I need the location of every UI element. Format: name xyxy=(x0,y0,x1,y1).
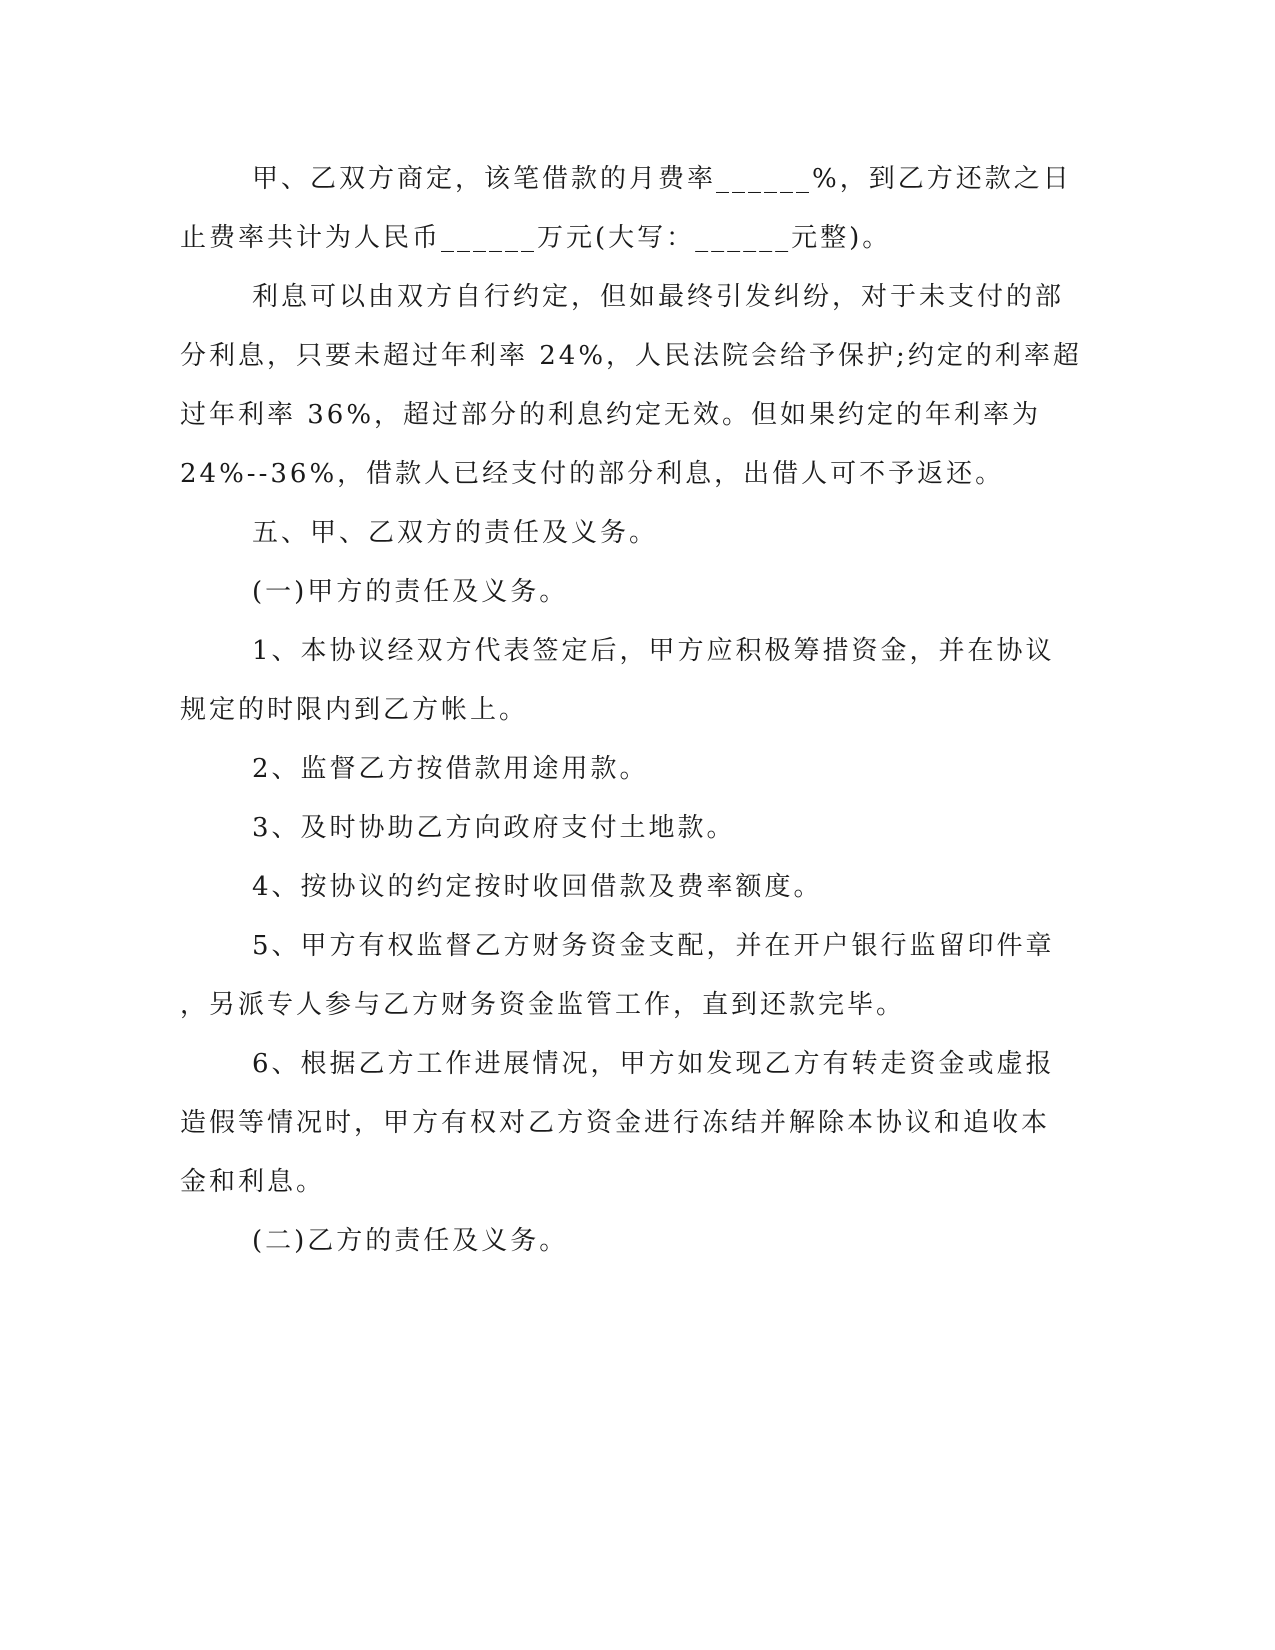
text-line: 利息可以由双方自行约定，但如最终引发纠纷，对于未支付的部 xyxy=(252,282,1065,312)
section-heading-responsibilities xyxy=(180,504,1030,563)
subsection-heading-party-b xyxy=(180,1212,1030,1271)
text-line: 过年利率 36%，超过部分的利息约定无效。但如果约定的年利率为 xyxy=(180,400,1042,430)
list-item-5 xyxy=(180,917,1055,1035)
text-line: 2、监督乙方按借款用途用款。 xyxy=(252,754,649,784)
list-item-3 xyxy=(180,799,1030,858)
text-line: 五、甲、乙双方的责任及义务。 xyxy=(252,518,659,548)
text-line: 6、根据乙方工作进展情况，甲方如发现乙方有转走资金或虚报 xyxy=(252,1049,1055,1079)
list-item-1 xyxy=(180,622,1055,740)
text-line: 4、按协议的约定按时收回借款及费率额度。 xyxy=(252,872,823,902)
document-page xyxy=(180,150,1082,1271)
text-line: ，另派专人参与乙方财务资金监管工作，直到还款完毕。 xyxy=(180,990,906,1020)
paragraph-interest xyxy=(180,268,1082,504)
text-line: 规定的时限内到乙方帐上。 xyxy=(180,695,529,725)
text-line: 分利息，只要未超过年利率 24%，人民法院会给予保护;约定的利率超 xyxy=(180,341,1082,371)
text-line: 甲、乙双方商定，该笔借款的月费率______%，到乙方还款之日 xyxy=(252,164,1072,194)
text-line: 金和利息。 xyxy=(180,1167,326,1197)
text-line: 24%--36%，借款人已经支付的部分利息，出借人可不予返还。 xyxy=(180,459,1005,489)
text-line: 3、及时协助乙方向政府支付土地款。 xyxy=(252,813,736,843)
paragraph-fee-rate xyxy=(180,150,1072,268)
text-line: 造假等情况时，甲方有权对乙方资金进行冻结并解除本协议和追收本 xyxy=(180,1108,1051,1138)
text-line: (一)甲方的责任及义务。 xyxy=(252,577,569,607)
text-line: 止费率共计为人民币______万元(大写：______元整)。 xyxy=(180,223,892,253)
text-line: 5、甲方有权监督乙方财务资金支配，并在开户银行监留印件章 xyxy=(252,931,1055,961)
list-item-2 xyxy=(180,740,1030,799)
text-line: 1、本协议经双方代表签定后，甲方应积极筹措资金，并在协议 xyxy=(252,636,1055,666)
list-item-6 xyxy=(180,1035,1055,1212)
subsection-heading-party-a xyxy=(180,563,1030,622)
text-line: (二)乙方的责任及义务。 xyxy=(252,1226,569,1256)
list-item-4 xyxy=(180,858,1030,917)
